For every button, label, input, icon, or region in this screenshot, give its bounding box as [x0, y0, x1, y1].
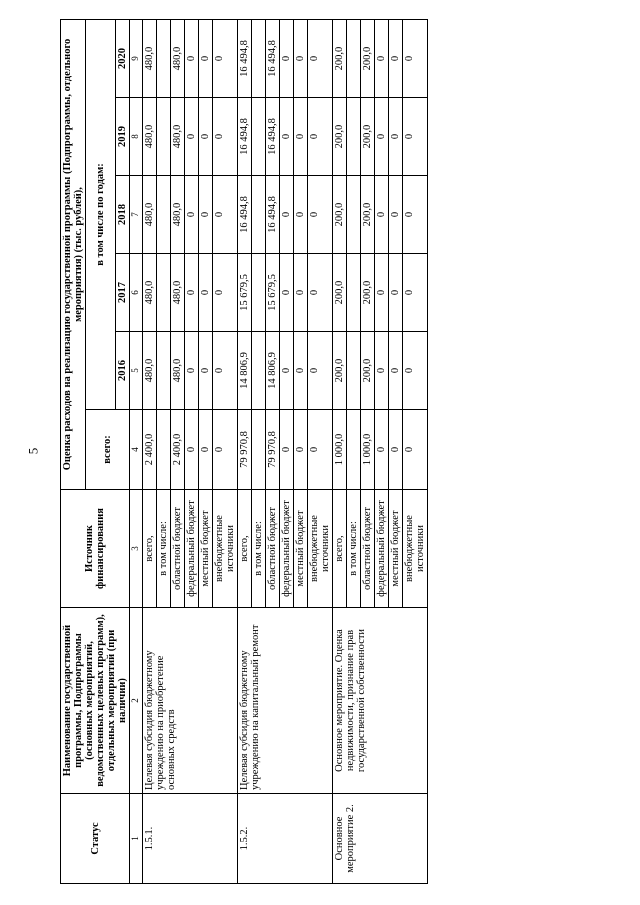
cell-value: 480,0	[171, 332, 185, 410]
header-name: Наименование государственной программы, Подпрограммы (основных мероприятий, ведомственных целевых программ), отдельных мероприятий (при наличии)	[61, 608, 130, 794]
row-source: местный бюджет	[389, 490, 403, 608]
cell-value: 0	[280, 19, 294, 97]
col-index: 3	[130, 490, 143, 608]
row-status: 1.5.1.	[143, 794, 238, 884]
col-index: 9	[130, 19, 143, 97]
cell-value: 0	[403, 410, 428, 490]
cell-value: 0	[294, 98, 308, 176]
col-index: 1	[130, 794, 143, 884]
row-status: Основное мероприятие 2.	[333, 794, 428, 884]
row-source: федеральный бюджет	[185, 490, 199, 608]
cell-value: 480,0	[143, 19, 157, 97]
cell-value: 0	[375, 332, 389, 410]
cell-value: 0	[280, 176, 294, 254]
cell-value: 0	[308, 254, 333, 332]
cell-value	[347, 19, 361, 97]
cell-value: 79 970,8	[238, 410, 252, 490]
row-status: 1.5.2.	[238, 794, 333, 884]
cell-value: 200,0	[361, 19, 375, 97]
table-row	[333, 19, 347, 883]
cell-value: 0	[213, 332, 238, 410]
cell-value: 0	[403, 254, 428, 332]
cell-value: 480,0	[143, 176, 157, 254]
cell-value: 2 400,0	[143, 410, 157, 490]
cell-value	[157, 254, 171, 332]
cell-value: 16 494,8	[238, 19, 252, 97]
col-index: 2	[130, 608, 143, 794]
cell-value: 1 000,0	[333, 410, 347, 490]
cell-value: 0	[199, 410, 213, 490]
row-source: областной бюджет	[171, 490, 185, 608]
cell-value: 0	[199, 254, 213, 332]
cell-value: 480,0	[171, 254, 185, 332]
cell-value: 1 000,0	[361, 410, 375, 490]
page-number: 5	[25, 447, 41, 455]
cell-value	[347, 410, 361, 490]
cell-value: 480,0	[171, 19, 185, 97]
cell-value: 15 679,5	[266, 254, 280, 332]
cell-value	[157, 19, 171, 97]
row-source: внебюджетные источники	[403, 490, 428, 608]
cell-value: 0	[389, 19, 403, 97]
row-source: областной бюджет	[361, 490, 375, 608]
header-total: всего:	[86, 410, 130, 490]
row-source: местный бюджет	[199, 490, 213, 608]
cell-value	[252, 332, 266, 410]
cell-value: 0	[185, 332, 199, 410]
row-source: в том числе:	[252, 490, 266, 608]
cell-value: 16 494,8	[266, 98, 280, 176]
cell-value: 200,0	[361, 332, 375, 410]
cell-value	[157, 98, 171, 176]
cell-value: 0	[294, 410, 308, 490]
cell-value: 14 806,9	[266, 332, 280, 410]
cell-value	[347, 254, 361, 332]
cell-value	[347, 98, 361, 176]
cell-value: 0	[308, 98, 333, 176]
cell-value: 0	[213, 176, 238, 254]
row-source: внебюджетные источники	[213, 490, 238, 608]
cell-value: 0	[199, 332, 213, 410]
cell-value: 2 400,0	[171, 410, 185, 490]
cell-value: 0	[375, 98, 389, 176]
cell-value	[252, 410, 266, 490]
cell-value: 0	[389, 332, 403, 410]
cell-value: 15 679,5	[238, 254, 252, 332]
header-source: Источник финансирования	[61, 490, 130, 608]
header-estimate: Оценка расходов на реализацию государственной программы (Подпрограммы, отдельного мероприятия) (тыс. рублей),	[61, 19, 86, 489]
row-source: федеральный бюджет	[375, 490, 389, 608]
cell-value: 480,0	[143, 332, 157, 410]
cell-value	[252, 19, 266, 97]
row-name: Основное мероприятие. Оценка недвижимости, признание прав государственной собственности	[333, 608, 428, 794]
row-source: всего,	[238, 490, 252, 608]
col-index: 7	[130, 176, 143, 254]
cell-value	[347, 176, 361, 254]
cell-value: 0	[280, 410, 294, 490]
cell-value	[157, 176, 171, 254]
cell-value: 0	[294, 19, 308, 97]
cell-value: 0	[389, 410, 403, 490]
col-index: 8	[130, 98, 143, 176]
header-year: 2019	[116, 98, 130, 176]
row-source: местный бюджет	[294, 490, 308, 608]
cell-value: 0	[294, 254, 308, 332]
col-index: 5	[130, 332, 143, 410]
cell-value: 200,0	[361, 176, 375, 254]
cell-value: 16 494,8	[266, 176, 280, 254]
cell-value: 200,0	[333, 254, 347, 332]
cell-value	[157, 332, 171, 410]
cell-value	[347, 332, 361, 410]
rotated-page-content	[60, 20, 620, 884]
cell-value: 16 494,8	[266, 19, 280, 97]
row-name: Целевая субсидия бюджетному учреждению на капитальный ремонт	[238, 608, 333, 794]
cell-value: 480,0	[171, 98, 185, 176]
cell-value: 0	[199, 19, 213, 97]
cell-value: 0	[213, 410, 238, 490]
cell-value: 0	[389, 98, 403, 176]
cell-value: 0	[185, 19, 199, 97]
col-index: 4	[130, 410, 143, 490]
cell-value: 0	[280, 98, 294, 176]
cell-value: 0	[375, 254, 389, 332]
cell-value: 0	[389, 176, 403, 254]
cell-value: 480,0	[143, 98, 157, 176]
cell-value: 0	[185, 98, 199, 176]
header-year: 2020	[116, 19, 130, 97]
header-incl-years: в том числе по годам:	[86, 19, 116, 409]
financing-table	[60, 19, 428, 884]
cell-value: 0	[213, 254, 238, 332]
cell-value: 0	[213, 19, 238, 97]
cell-value: 0	[280, 254, 294, 332]
cell-value	[252, 254, 266, 332]
cell-value: 0	[375, 19, 389, 97]
row-source: всего,	[333, 490, 347, 608]
cell-value: 480,0	[171, 176, 185, 254]
cell-value: 480,0	[143, 254, 157, 332]
header-year: 2016	[116, 332, 130, 410]
col-index: 6	[130, 254, 143, 332]
cell-value: 0	[185, 254, 199, 332]
cell-value: 0	[403, 98, 428, 176]
cell-value	[252, 176, 266, 254]
cell-value: 79 970,8	[266, 410, 280, 490]
cell-value: 0	[389, 254, 403, 332]
cell-value: 200,0	[333, 332, 347, 410]
cell-value: 0	[185, 410, 199, 490]
cell-value: 0	[403, 19, 428, 97]
row-source: внебюджетные источники	[308, 490, 333, 608]
cell-value: 0	[375, 410, 389, 490]
cell-value	[252, 98, 266, 176]
cell-value: 0	[308, 410, 333, 490]
cell-value: 200,0	[361, 98, 375, 176]
row-source: в том числе:	[347, 490, 361, 608]
row-source: областной бюджет	[266, 490, 280, 608]
table-row	[143, 19, 157, 883]
cell-value: 200,0	[333, 19, 347, 97]
cell-value: 0	[403, 332, 428, 410]
row-name: Целевая субсидия бюджетному учреждению на приобретение основных средств	[143, 608, 238, 794]
cell-value: 200,0	[333, 98, 347, 176]
cell-value: 0	[294, 332, 308, 410]
header-year: 2018	[116, 176, 130, 254]
cell-value: 0	[185, 176, 199, 254]
cell-value	[157, 410, 171, 490]
cell-value: 16 494,8	[238, 176, 252, 254]
cell-value: 0	[213, 98, 238, 176]
cell-value: 0	[403, 176, 428, 254]
row-source: всего,	[143, 490, 157, 608]
cell-value: 0	[308, 19, 333, 97]
header-status: Статус	[61, 794, 130, 884]
cell-value: 200,0	[333, 176, 347, 254]
cell-value: 0	[375, 176, 389, 254]
header-year: 2017	[116, 254, 130, 332]
cell-value: 14 806,9	[238, 332, 252, 410]
row-source: федеральный бюджет	[280, 490, 294, 608]
cell-value: 0	[294, 176, 308, 254]
cell-value: 0	[308, 332, 333, 410]
row-source: в том числе:	[157, 490, 171, 608]
cell-value: 16 494,8	[238, 98, 252, 176]
cell-value: 0	[199, 176, 213, 254]
table-row	[238, 19, 252, 883]
cell-value: 200,0	[361, 254, 375, 332]
cell-value: 0	[308, 176, 333, 254]
cell-value: 0	[280, 332, 294, 410]
cell-value: 0	[199, 98, 213, 176]
column-index-row	[130, 19, 143, 883]
